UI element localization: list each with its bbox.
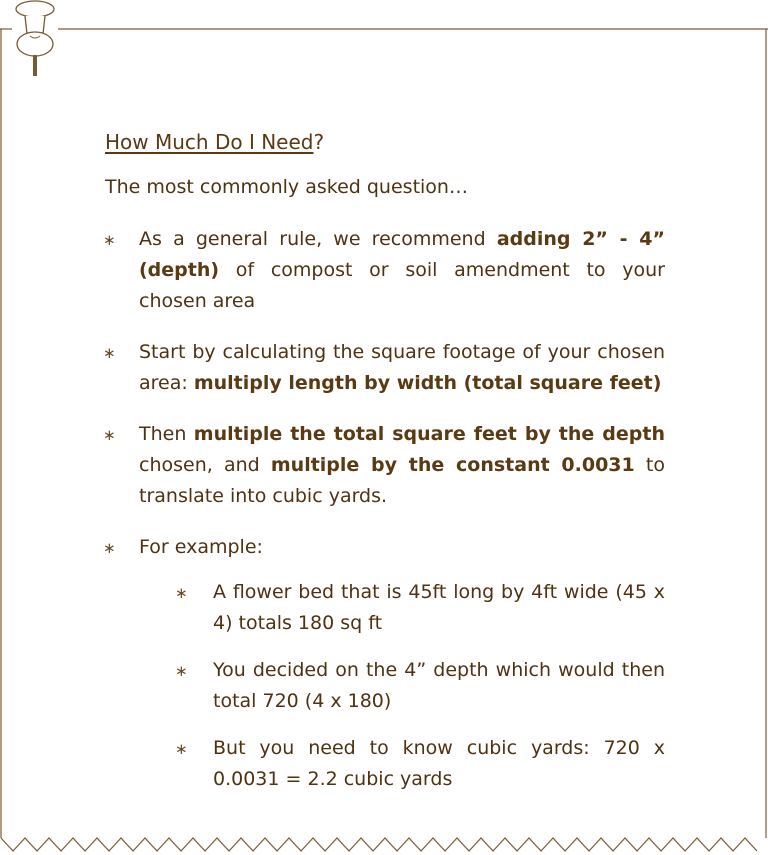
title-suffix: ? <box>313 130 325 154</box>
content-area <box>103 130 684 815</box>
asterisk-bullet-icon: ∗ <box>175 740 188 758</box>
asterisk-bullet-icon: ∗ <box>175 662 188 680</box>
asterisk-bullet-icon: ∗ <box>103 231 116 249</box>
example-list <box>175 577 665 795</box>
bullet-list <box>103 224 684 795</box>
asterisk-bullet-icon: ∗ <box>103 344 116 362</box>
list-item: ∗ Start by calculating the square footage of your chosen area: multiply length by width (total square feet) <box>103 337 665 399</box>
list-item: ∗ You decided on the 4” depth which would then total 720 (4 x 180) <box>175 655 665 717</box>
list-item: ∗ For example: ∗ A flower bed that is 45ft long by 4ft wide (45 x 4) totals 180 sq ft ∗ You decided on the 4” depth which would then total 720 (4 x 180) ∗ But you need to know cubic yards: 720 x 0.0031 = 2.2 cubic yards <box>103 532 665 795</box>
title-underlined: How Much Do I Need <box>105 130 314 154</box>
intro-text: The most commonly asked question… <box>105 176 468 198</box>
list-item: ∗ A flower bed that is 45ft long by 4ft wide (45 x 4) totals 180 sq ft <box>175 577 665 639</box>
list-item: ∗ Then multiple the total square feet by the depth chosen, and multiple by the constant 0.0031 to translate into cubic yards. <box>103 419 665 512</box>
asterisk-bullet-icon: ∗ <box>103 539 116 557</box>
list-item: ∗ But you need to know cubic yards: 720 x 0.0031 = 2.2 cubic yards <box>175 733 665 795</box>
list-item: ∗ As a general rule, we recommend adding 2” - 4” (depth) of compost or soil amendment to your chosen area <box>103 224 665 317</box>
asterisk-bullet-icon: ∗ <box>175 584 188 602</box>
asterisk-bullet-icon: ∗ <box>103 426 116 444</box>
pushpin-icon <box>10 0 60 80</box>
page-title <box>105 130 665 154</box>
